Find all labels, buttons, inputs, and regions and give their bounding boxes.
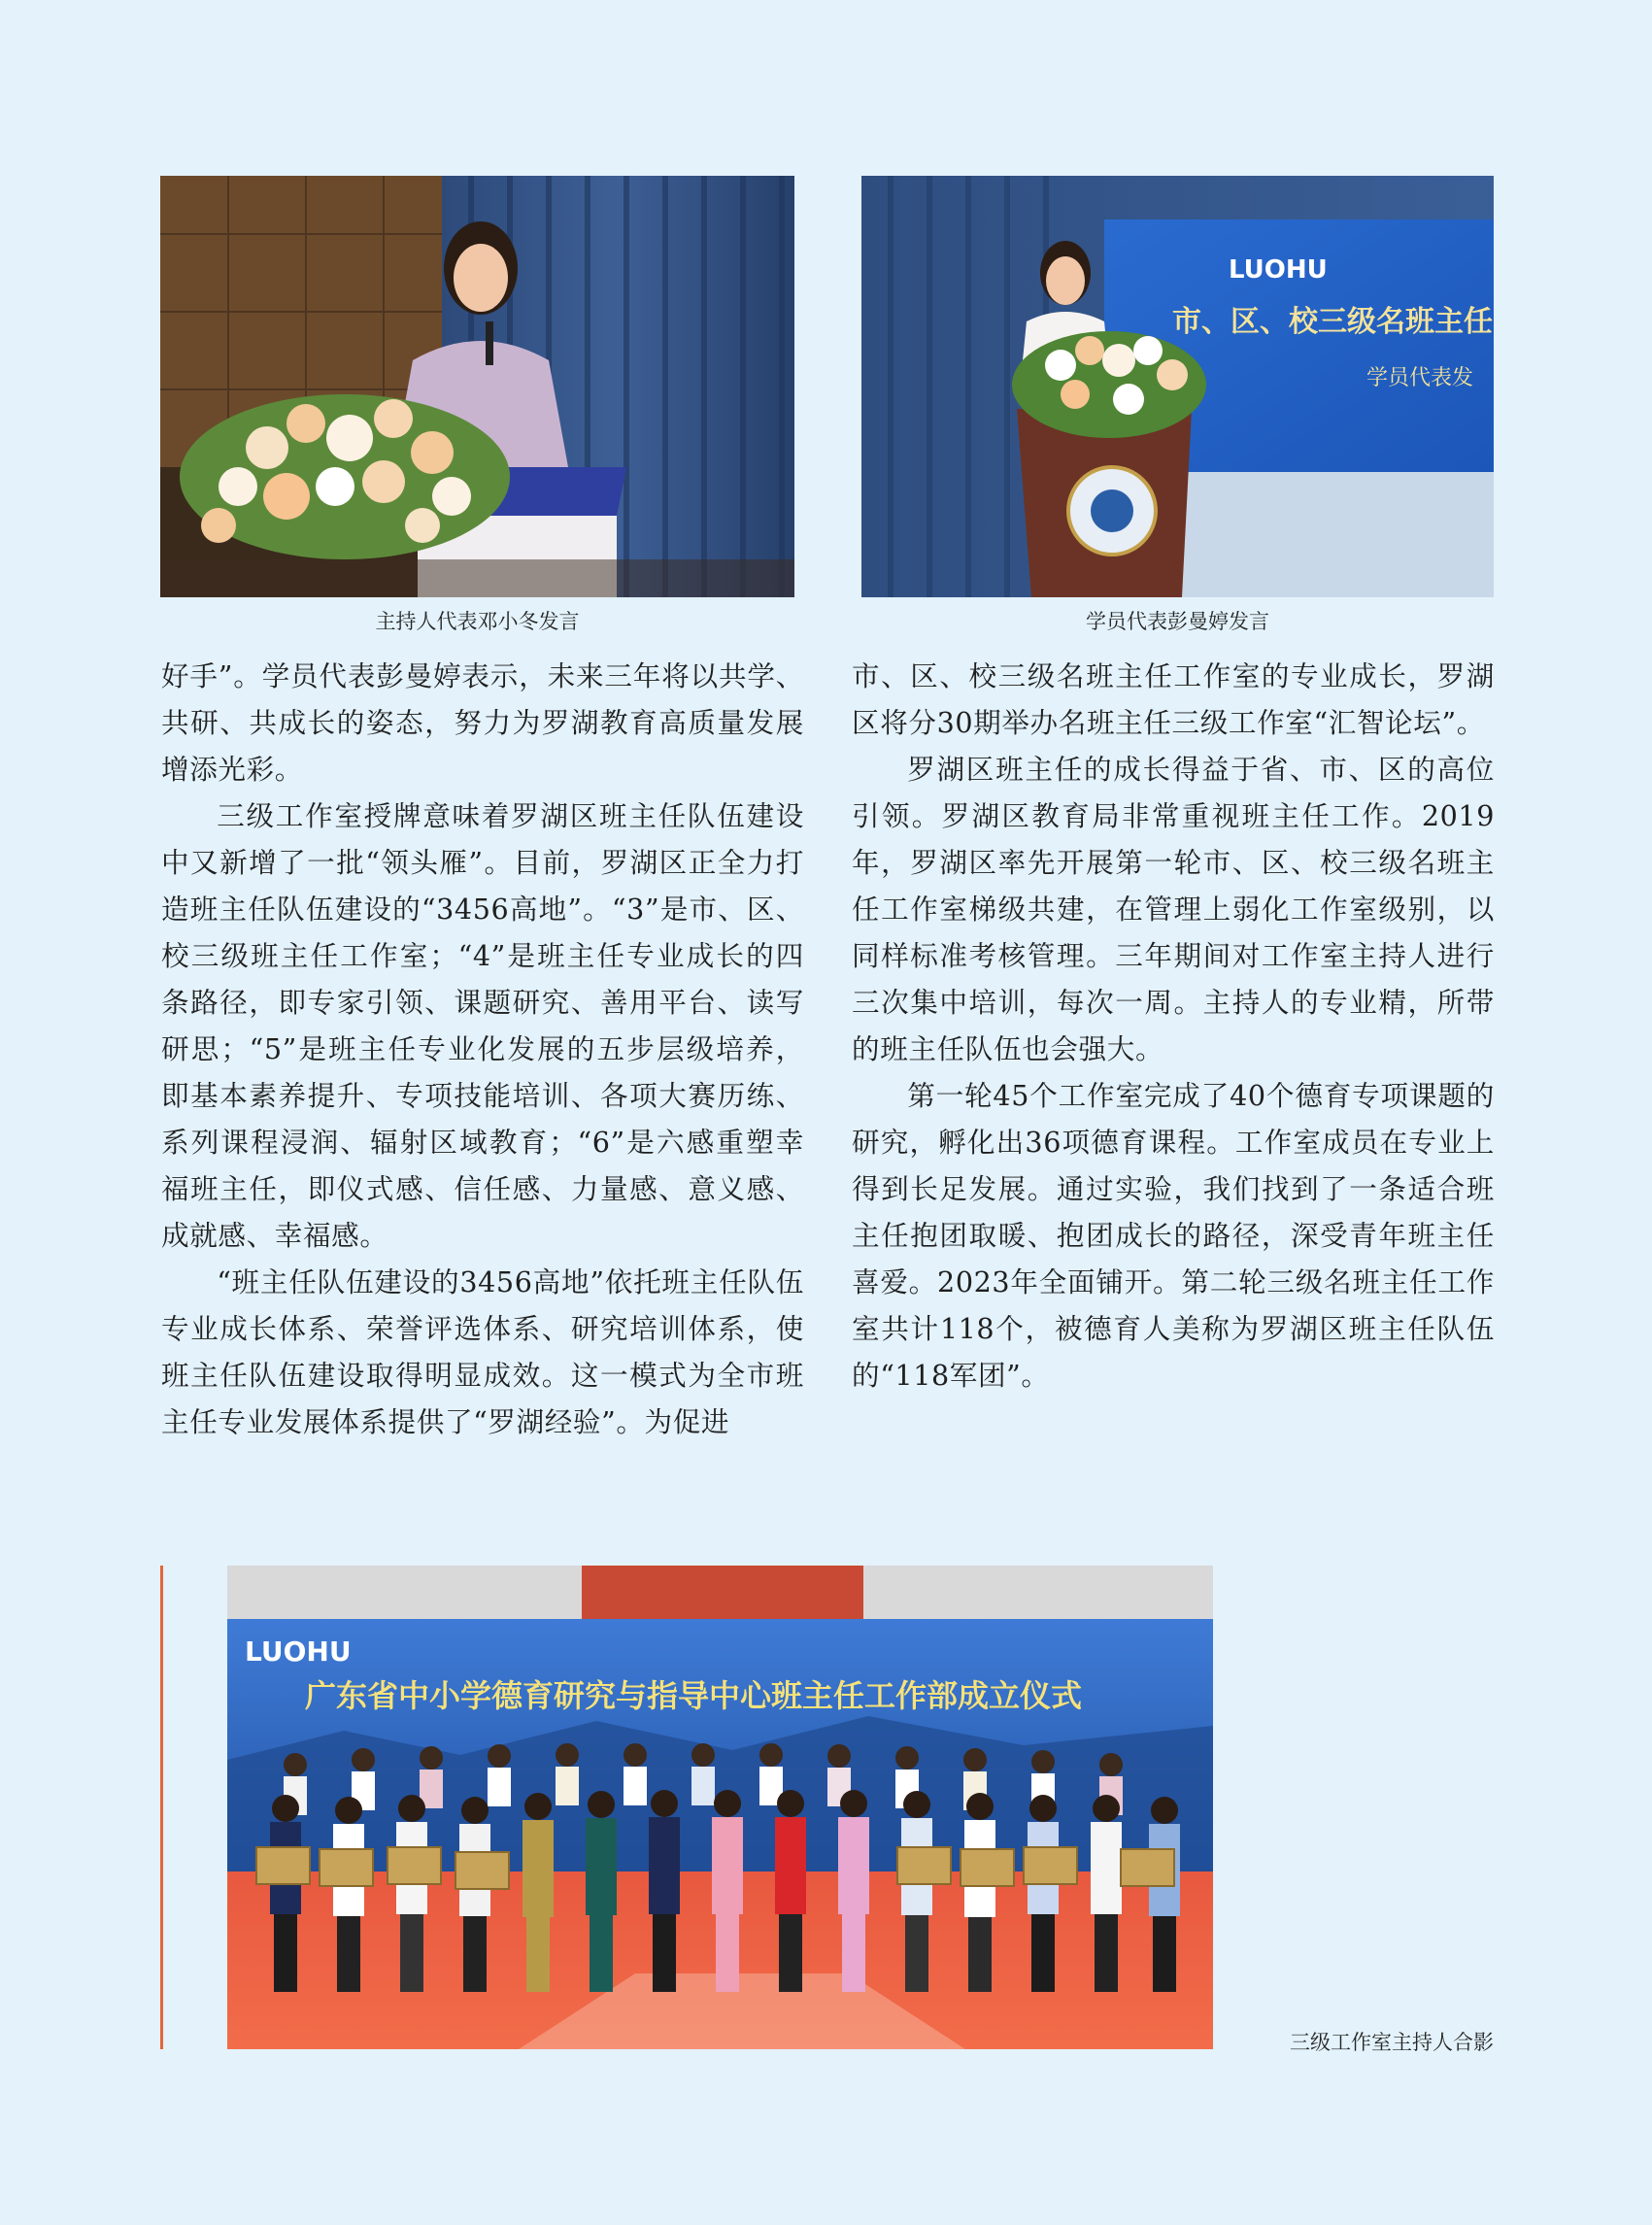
article-paragraph: 好手”。学员代表彭曼婷表示，未来三年将以共学、共研、共成长的姿态，努力为罗湖教育高质量发展增添光彩。 <box>161 659 804 786</box>
caption-group-photo: 三级工作室主持人合影 <box>1290 2031 1494 2054</box>
screen-title-text: 市、区、校三级名班主任 <box>1172 305 1493 339</box>
article-paragraph: “班主任队伍建设的3456高地”依托班主任队伍专业成长体系、荣誉评选体系、研究培训体系，使班主任队伍建设取得明显成效。这一模式为全市班主任专业发展体系提供了“罗湖经验”。为促进 <box>161 1265 804 1438</box>
article-paragraph: 市、区、校三级名班主任工作室的专业成长，罗湖区将分30期举办名班主任三级工作室“汇智论坛”。 <box>852 659 1495 739</box>
photo-student-speech-image <box>861 176 1494 597</box>
article-paragraph: 罗湖区班主任的成长得益于省、市、区的高位引领。罗湖区教育局非常重视班主任工作。2019年，罗湖区率先开展第一轮市、区、校三级名班主任工作室梯级共建，在管理上弱化工作室级别，以同样标准考核管理。三年期间对工作室主持人进行三次集中培训，每次一周。主持人的专业精，所带的班主任队伍也会强大。 <box>852 753 1495 1065</box>
screen-subtitle-text: 学员代表发 <box>1366 366 1474 390</box>
photo-host-speech-image <box>160 176 794 597</box>
article-left-column <box>161 653 804 1445</box>
accent-rule <box>160 1566 163 2049</box>
article-paragraph: 第一轮45个工作室完成了40个德育专项课题的研究，孵化出36项德育课程。工作室成员在专业上得到长足发展。通过实验，我们找到了一条适合班主任抱团取暖、抱团成长的路径，深受青年班主任喜爱。2023年全面铺开。第二轮三级名班主任工作室共计118个，被德育人美称为罗湖区班主任队伍的“118军团”。 <box>852 1079 1495 1392</box>
article-right-column <box>852 653 1495 1399</box>
banner-logo-text: LUOHU <box>245 1635 352 1668</box>
caption-host-speech: 主持人代表邓小冬发言 <box>375 610 580 633</box>
photo-host-speech <box>160 176 794 597</box>
photo-student-speech <box>861 176 1494 597</box>
screen-logo-text: LUOHU <box>1229 255 1328 285</box>
photo-group <box>227 1566 1213 2049</box>
article-paragraph: 三级工作室授牌意味着罗湖区班主任队伍建设中又新增了一批“领头雁”。目前，罗湖区正全力打造班主任队伍建设的“3456高地”。“3”是市、区、校三级班主任工作室；“4”是班主任专业成长的四条路径，即专家引领、课题研究、善用平台、读写研思；“5”是班主任专业化发展的五步层级培养，即基本素养提升、专项技能培训、各项大赛历练、系列课程浸润、辐射区域教育；“6”是六感重塑幸福班主任，即仪式感、信任感、力量感、意义感、成就感、幸福感。 <box>161 799 804 1252</box>
banner-title-text: 广东省中小学德育研究与指导中心班主任工作部成立仪式 <box>305 1677 1083 1714</box>
caption-student-speech: 学员代表彭曼婷发言 <box>1086 610 1269 633</box>
photo-group-image <box>227 1566 1213 2049</box>
